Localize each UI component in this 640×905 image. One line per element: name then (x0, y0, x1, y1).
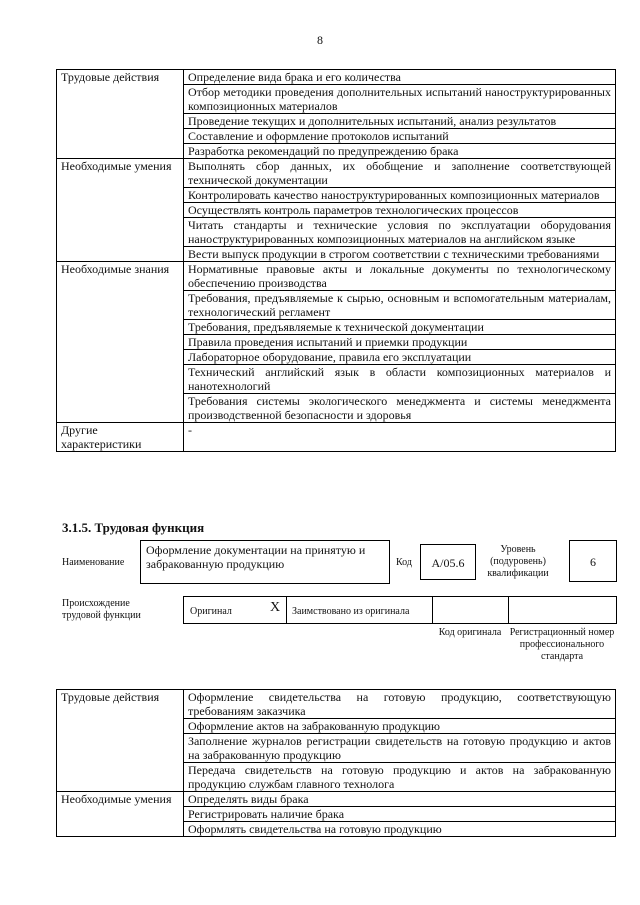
table-cell: Оформление актов на забракованную продукцию (184, 719, 616, 734)
level-value: 6 (590, 555, 596, 569)
origin-borrowed-label: Заимствовано из оригинала (292, 606, 410, 617)
table-cell: Контролировать качество наноструктурированных композиционных материалов (184, 188, 616, 203)
table-cell: Осуществлять контроль параметров технологических процессов (184, 203, 616, 218)
table-cell: Нормативные правовые акты и локальные документы по технологическому обеспечению производства (184, 262, 616, 291)
table-cell: Определение вида брака и его количества (184, 70, 616, 85)
labor-function-table-2 (56, 689, 616, 837)
row-group-label: Необходимые умения (57, 159, 184, 262)
page-number: 8 (317, 33, 323, 47)
origin-original-label: Оригинал (190, 606, 232, 617)
row-group-label: Трудовые действия (57, 70, 184, 159)
table-cell: Регистрировать наличие брака (184, 807, 616, 822)
labor-function-table-1 (56, 69, 616, 452)
table-cell: Проведение текущих и дополнительных испытаний, анализ результатов (184, 114, 616, 129)
table-cell: Вести выпуск продукции в строгом соответствии с техническими требованиями (184, 247, 616, 262)
table-cell: Правила проведения испытаний и приемки продукции (184, 335, 616, 350)
table-cell: Оформление свидетельства на готовую продукцию, соответствующую требованиям заказчика (184, 690, 616, 719)
table-row (57, 262, 616, 291)
code-caption: Код оригинала (438, 627, 502, 638)
table-cell: Требования системы экологического менеджмента и системы менеджмента производственной безопасности и здоровья (184, 394, 616, 423)
origin-mark: X (270, 600, 281, 615)
origin-row (183, 596, 617, 624)
origin-code-cell (432, 597, 509, 623)
code-value-box (420, 544, 476, 580)
code-value: А/05.6 (431, 556, 465, 570)
table-cell: Требования, предъявляемые к технической документации (184, 320, 616, 335)
table-row (57, 690, 616, 719)
table-cell: Передача свидетельств на готовую продукцию и актов на забракованную продукцию службам главного технолога (184, 763, 616, 792)
table-row (57, 423, 616, 452)
origin-label: Происхождение трудовой функции (62, 598, 141, 621)
row-group-label: Необходимые умения (57, 792, 184, 837)
table-cell: Составление и оформление протоколов испытаний (184, 129, 616, 144)
code-label: Код (396, 557, 412, 568)
table-cell: Технический английский язык в области композиционных материалов и нанотехнологий (184, 365, 616, 394)
row-group-label: Другие характеристики (57, 423, 184, 452)
origin-reg-cell (508, 597, 616, 623)
table-cell: Разработка рекомендаций по предупреждению брака (184, 144, 616, 159)
section-title: 3.1.5. Трудовая функция (62, 520, 205, 535)
name-label: Наименование (62, 557, 125, 568)
table-row (57, 159, 616, 188)
level-label: Уровень (подуровень) квалификации (487, 544, 549, 579)
table-cell: Заполнение журналов регистрации свидетельств на готовую продукцию и актов на забракованную продукцию (184, 734, 616, 763)
table-cell: Отбор методики проведения дополнительных испытаний наноструктурированных композиционных материалов (184, 85, 616, 114)
table-row (57, 70, 616, 85)
table-cell: - (184, 423, 616, 452)
reg-caption: Регистрационный номер профессионального стандарта (509, 627, 615, 662)
table-cell: Лабораторное оборудование, правила его эксплуатации (184, 350, 616, 365)
table-cell: Оформлять свидетельства на готовую продукцию (184, 822, 616, 837)
origin-borrowed-cell (286, 597, 433, 623)
level-value-box (569, 540, 617, 582)
name-value-box (140, 540, 390, 584)
row-group-label: Трудовые действия (57, 690, 184, 792)
table-cell: Читать стандарты и технические условия по эксплуатации оборудования наноструктурированных композиционных материалов на английском языке (184, 218, 616, 247)
origin-original-cell (184, 597, 287, 623)
table-cell: Определять виды брака (184, 792, 616, 807)
name-value: Оформление документации на принятую и забракованную продукцию (146, 543, 366, 571)
row-group-label: Необходимые знания (57, 262, 184, 423)
table-cell: Выполнять сбор данных, их обобщение и заполнение соответствующей технической документации (184, 159, 616, 188)
table-row (57, 792, 616, 807)
table-cell: Требования, предъявляемые к сырью, основным и вспомогательным материалам, технологический регламент (184, 291, 616, 320)
